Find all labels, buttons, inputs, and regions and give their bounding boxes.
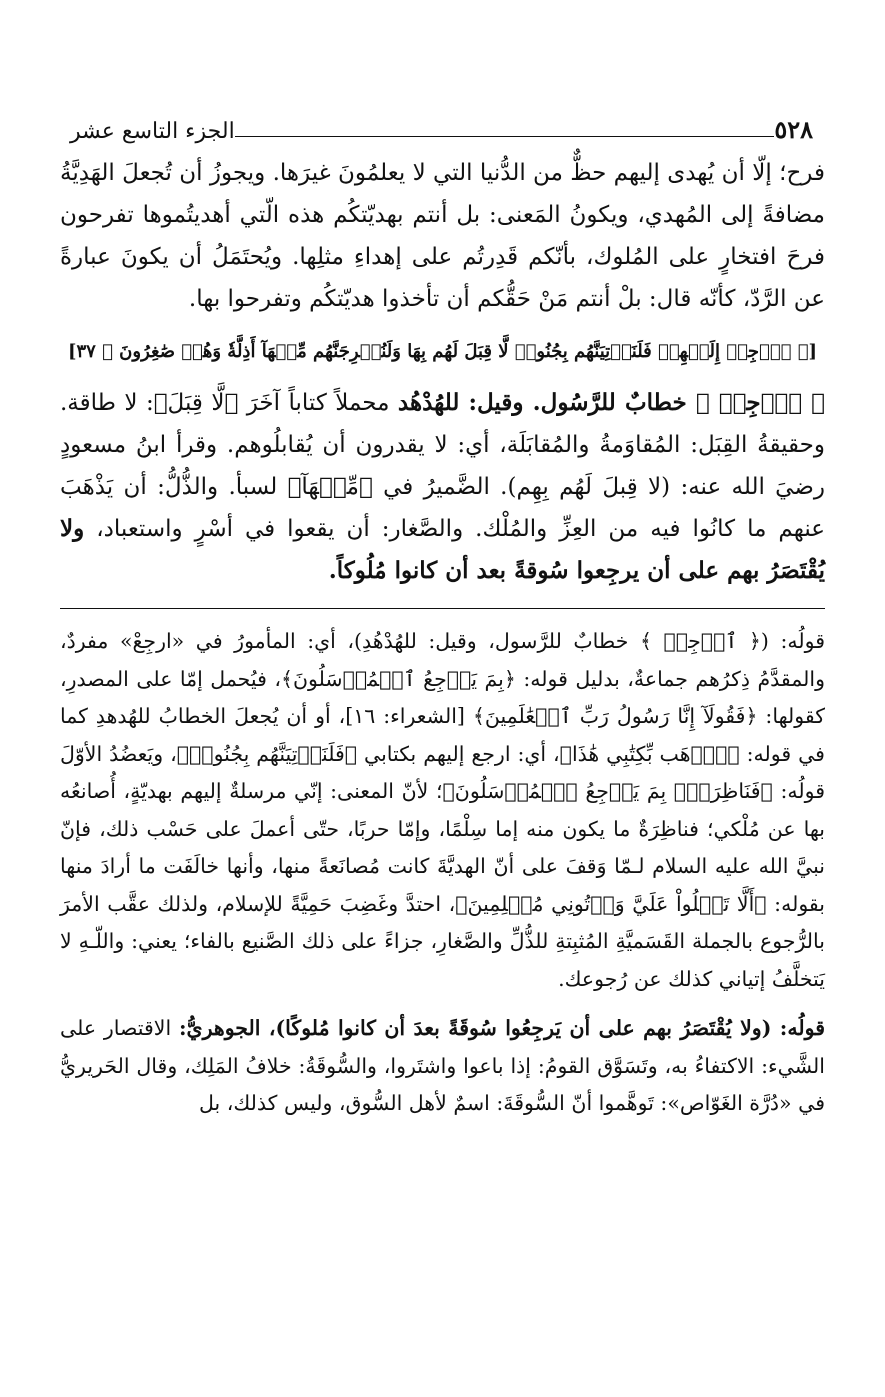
footnote-paragraph: قولُه: (﴿ ٱرۡجِعۡ ﴾ خطابٌ للرَّسول، وقيل: للهُدْهُدِ)، أي: المأمورُ في «ارجِعْ» مفردٌ، والمقدَّمُ ذِكرُهم جماعةٌ، بدليل قوله: ﴿بِمَ يَرۡجِعُ ٱلۡمُرۡسَلُونَ﴾، فيُحمل إمّا على المصدرِ، كقولها: ﴿فَقُولَآ إِنَّا رَسُولُ رَبِّ ٱلۡعَٰلَمِينَ﴾ [الشعراء: ١٦]، أو أن يُجعلَ الخطابُ للهُدهدِ كما في قوله: ﴿ٱذۡهَب بِّكِتَٰبِي هَٰذَا﴾، أي: ارجع إليهم بكتابي ﴿فَلَنَأۡتِيَنَّهُم بِجُنُودٖ﴾، ويَعضُدُ الأوّلَ قولُه: ﴿فَنَاظِرَةُۢ بِمَ يَرۡجِعُ ٱلۡمُرۡسَلُونَ﴾؛ لأنّ المعنى: إنّي مرسلةٌ إليهم بهديّةٍ، أُصانعُه بها عن مُلْكي؛ فناظِرَةٌ ما يكون منه إما سِلْمًا، وإمّا حربًا، حتّى أعملَ على حَسْب ذلك، فإنّ نبيَّ الله عليه السلام لـمّا وَقفَ على أنّ الهديَّةَ كانت مُصانَعةً منها، وأنها خالَفَت ما أرادَ منها بقوله: ﴿أَلَّا تَعۡلُواْ عَلَيَّ وَأۡتُونِي مُسۡلِمِينَ﴾، احتدَّ وغَضِبَ حَمِيَّةً للإسلام، ولذلك عقَّب الأمرَ بالرُّجوع بالجملة القَسَميَّةِ المُثبِتةِ للذُّلِّ والصَّغارِ، جزاءً على ذلك الصَّنيع بالفاء؛ يعني: واللّـهِ لا يَتخلَّفُ إتياني كذلك عن رُجوعك.	[60, 629, 826, 991]
page-header	[60, 108, 825, 144]
commentary-paragraph	[60, 382, 825, 592]
footnote-separator	[60, 608, 825, 609]
quran-verse: [﴿ ٱرۡجِعۡ إِلَيۡهِمۡ فَلَنَأۡتِيَنَّهُم بِجُنُودٖ لَّا قِبَلَ لَهُم بِهَا وَلَنُخۡرِجَنَّهُم مِّنۡهَآ أَذِلَّةٗ وَهُمۡ صَٰغِرُونَ ﴾ ٣٧]	[67, 341, 818, 362]
book-page	[60, 108, 825, 1135]
footnotes	[60, 623, 825, 1123]
footnote-paragraph	[60, 1010, 825, 1123]
footnote-lead: قولُه: (ولا يُقْتَصَرُ بهم على أن يَرجِعُوا سُوقَةً بعدَ أن كانوا مُلوكًا)، الجوهريُّ:	[178, 1016, 825, 1040]
running-title: الجزء التاسع عشر	[70, 119, 235, 144]
commentary-lead: ﴿ ٱرۡجِعۡ ﴾ خطابٌ للرَّسُول. وقيل: للهُدْهُد	[397, 389, 825, 416]
commentary-tail: ولا يُقْتَصَرُ بهم على أن يرجِعوا سُوقةً بعد أن كانوا مُلُوكاً.	[60, 515, 825, 584]
commentary-body: محملاً كتاباً آخَرَ ﴿لَّا قِبَلَ﴾: لا طاقة. وحقيقةُ القِبَل: المُقاوَمةُ والمُقابَلَة، أي: لا يقدرون أن يُقابلُوهم. وقرأ ابنُ مسعودٍ رضيَ الله عنه: (لا قِبلَ لَهُم بِهِم). الضَّميرُ في ﴿مِّنۡهَآ﴾ لسبأ. والذُّلُّ: أن يَذْهَبَ عنهم ما كانُوا فيه من العِزِّ والمُلْك. والصَّغار: أن يقعوا في أسْرٍ واستعباد،	[60, 390, 825, 542]
header-rule	[235, 136, 775, 137]
main-paragraph: فرح؛ إلّا أن يُهدى إليهم حظٌّ من الدُّنيا التي لا يعلمُونَ غيرَها. ويجوزُ أن تُجعلَ الهَدِيَّةُ مضافةً إلى المُهدي، ويكونُ المَعنى: بل أنتم بهديّتكُم هذه الّتي أهديتُموها تفرحون فرحَ افتخارٍ على المُلوك، بأنّكم قَدِرتُم على إهداءِ مثلِها. ويُحتَمَلُ أن يكونَ عبارةً عن الرَّدّ، كأنّه قال: بلْ أنتم مَنْ حَقُّكم أن تأخذوا هديّتكُم وتفرحوا بها.	[60, 160, 825, 312]
footnote-body: الاقتصار على الشَّيء: الاكتفاءُ به، وتَسَوَّق القومُ: إذا باعوا واشتَروا، والسُّوقَةُ: خلافُ المَلِك، وقال الحَريريُّ في «دُرَّة الغَوّاص»: تَوهَّموا أنّ السُّوقَةَ: اسمٌ لأهل السُّوق، وليس كذلك، بل	[60, 1016, 825, 1115]
page-number: ٥٢٨	[774, 115, 813, 144]
main-text	[60, 152, 825, 592]
